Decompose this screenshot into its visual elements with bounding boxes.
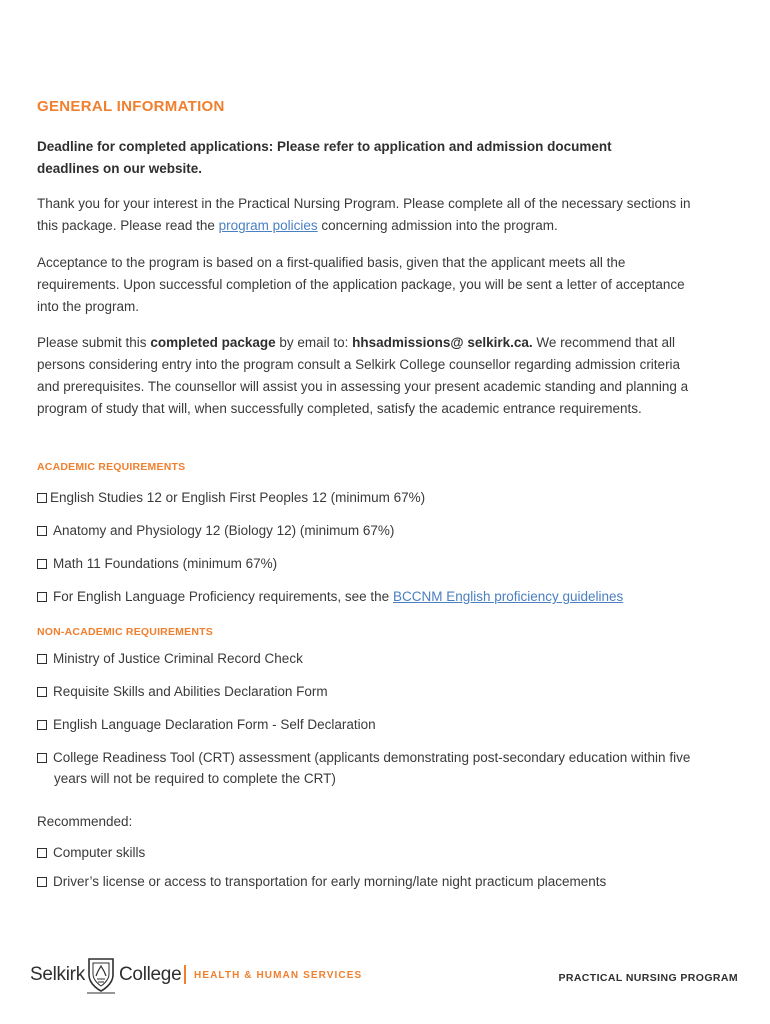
- program-name: PRACTICAL NURSING PROGRAM: [558, 972, 738, 984]
- checkbox[interactable]: [37, 877, 47, 887]
- checkbox[interactable]: [37, 493, 47, 503]
- checklist-item: English Studies 12 or English First Peoples 12 (minimum 67%): [37, 487, 702, 508]
- bccnm-guidelines-link[interactable]: BCCNM English proficiency guidelines: [392, 589, 624, 604]
- logo-text-selkirk: Selkirk: [30, 964, 85, 985]
- department-name: HEALTH & HUMAN SERVICES: [194, 970, 363, 981]
- non-academic-requirements-heading: NON-ACADEMIC REQUIREMENTS: [37, 626, 213, 638]
- checkbox[interactable]: [37, 720, 47, 730]
- checklist-item: Computer skills: [37, 842, 702, 863]
- deadline-notice: Deadline for completed applications: Please refer to application and admission document deadlines on our website.: [37, 139, 612, 176]
- section-heading: GENERAL INFORMATION: [37, 98, 225, 115]
- academic-requirements-heading: ACADEMIC REQUIREMENTS: [37, 461, 186, 473]
- checkbox[interactable]: [37, 753, 47, 763]
- checkbox[interactable]: [37, 559, 47, 569]
- checkbox[interactable]: [37, 592, 47, 602]
- program-policies-link[interactable]: program policies: [218, 218, 318, 233]
- recommended-label: Recommended:: [37, 814, 133, 829]
- checklist-item: For English Language Proficiency requirements, see the BCCNM English proficiency guidelines: [37, 586, 702, 607]
- checklist-item: Math 11 Foundations (minimum 67%): [37, 553, 702, 574]
- checklist-item: Ministry of Justice Criminal Record Check: [37, 648, 702, 669]
- checklist-item: Anatomy and Physiology 12 (Biology 12) (minimum 67%): [37, 520, 702, 541]
- checkbox[interactable]: [37, 848, 47, 858]
- submit-paragraph: Please submit this completed package by email to: hhsadmissions@ selkirk.ca. We recommend that all persons considering entry into the program consult a Selkirk College counsellor regarding admission criteria and prerequisites. The counsellor will assist you in assessing your present academic standing and planning a program of study that will, when successfully completed, satisfy the academic entrance requirements.: [37, 335, 689, 416]
- logo-divider: [184, 965, 186, 984]
- checkbox[interactable]: [37, 687, 47, 697]
- acceptance-paragraph: Acceptance to the program is based on a first-qualified basis, given that the applicant meets all the requirements. Upon successful completion of the application package, you will be sent a letter of acceptance into the program.: [37, 255, 685, 314]
- checklist-item: College Readiness Tool (CRT) assessment (applicants demonstrating post-secondary education within five years will not be required to complete the CRT): [37, 747, 719, 789]
- page-footer: [30, 955, 745, 999]
- checklist-item: Driver’s license or access to transportation for early morning/late night practicum placements: [37, 871, 702, 892]
- checklist-item: English Language Declaration Form - Self Declaration: [37, 714, 702, 735]
- checkbox[interactable]: [37, 654, 47, 664]
- logo-text-college: College: [119, 964, 182, 985]
- checkbox[interactable]: [37, 526, 47, 536]
- college-crest-icon: [85, 955, 117, 995]
- checklist-item: Requisite Skills and Abilities Declaration Form: [37, 681, 702, 702]
- admissions-email: hhsadmissions@ selkirk.ca.: [352, 335, 533, 350]
- intro-paragraph: Thank you for your interest in the Practical Nursing Program. Please complete all of the necessary sections in this package. Please read the program policies concerning admission into the program.: [37, 196, 691, 233]
